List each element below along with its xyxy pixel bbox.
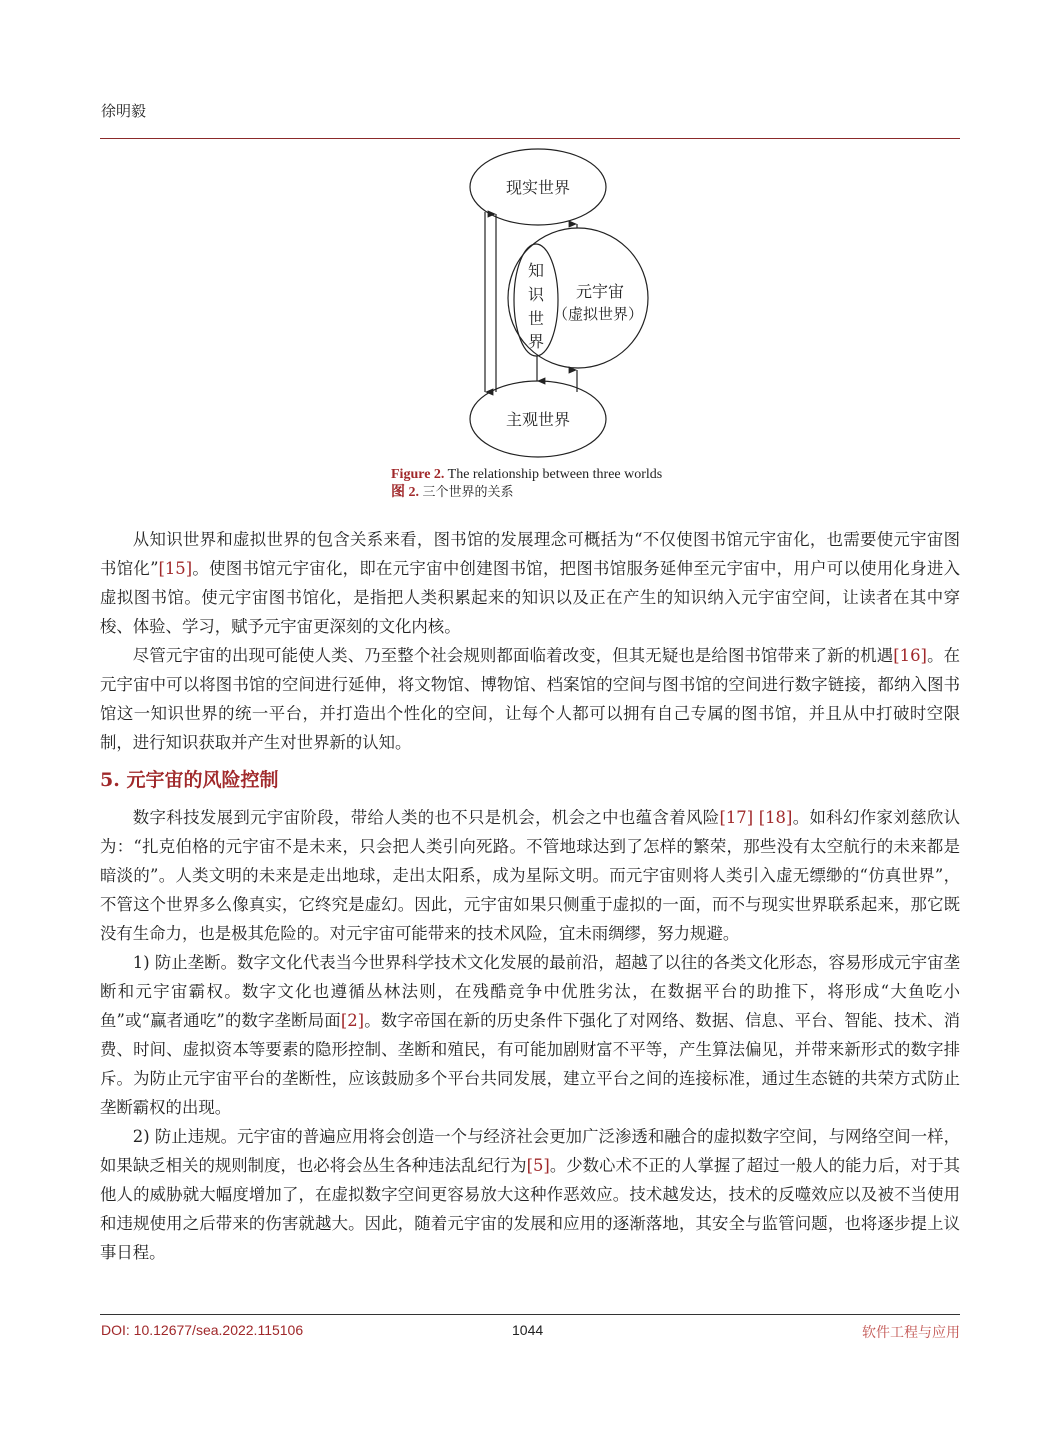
figure-caption (391, 466, 662, 502)
body-section-2 (100, 803, 960, 1267)
citation-link[interactable]: [2] (340, 1011, 365, 1030)
running-header-author: 徐明毅 (101, 102, 147, 120)
citation-link[interactable]: [16] (893, 646, 927, 665)
paragraph: 数字科技发展到元宇宙阶段，带给人类的也不只是机会，机会之中也蕴含着风险[17] [18]。如科幻作家刘慈欣认为：“扎克伯格的元宇宙不是未来，只会把人类引向死路。不管地球达到了怎样的繁荣，那些没有太空航行的未来都是暗淡的”。人类文明的未来是走出地球，走出太阳系，成为星际文明。而元宇宙则将人类引入虚无缥缈的“仿真世界”，不管这个世界多么像真实，它终究是虚幻。因此，元宇宙如果只侧重于虚拟的一面，而不与现实世界联系起来，那它既没有生命力，也是极其危险的。对元宇宙可能带来的技术风险，宜未雨绸缪，努力规避。 (100, 808, 960, 943)
paragraph: 1) 防止垄断。数字文化代表当今世界科学技术文化发展的最前沿，超越了以往的各类文化形态，容易形成元宇宙垄断和元宇宙霸权。数字文化也遵循丛林法则，在残酷竞争中优胜劣汰，在数据平台的助推下，将形成“大鱼吃小鱼”或“赢者通吃”的数字垄断局面[2]。数字帝国在新的历史条件下强化了对网络、数据、信息、平台、智能、技术、消费、时间、虚拟资本等要素的隐形控制、垄断和殖民，有可能加剧财富不平等，产生算法偏见，并带来新形式的数字排斥。为防止元宇宙平台的垄断性，应该鼓励多个平台共同发展，建立平台之间的连接标准，通过生态链的共荣方式防止垄断霸权的出现。 (100, 953, 961, 1117)
caption-zh: 三个世界的关系 (422, 485, 514, 500)
caption-en: The relationship between three worlds (447, 467, 663, 482)
paragraph: 2) 防止违规。元宇宙的普遍应用将会创造一个与经济社会更加广泛渗透和融合的虚拟数字空间，与网络空间一样，如果缺乏相关的规则制度，也必将会丛生各种违法乱纪行为[5]。少数心术不正的人掌握了超过一般人的能力后，对于其他人的威胁就大幅度增加了，在虚拟数字空间更容易放大这种作恶效应。技术越发达，技术的反噬效应以及被不当使用和违规使用之后带来的伤害就越大。因此，随着元宇宙的发展和应用的逐渐落地，其安全与监管问题，也将逐步提上议事日程。 (100, 1127, 960, 1262)
real-world-label: 现实世界 (505, 178, 571, 197)
knowledge-label-4: 界 (527, 332, 545, 351)
footer-journal: 软件工程与应用 (862, 1325, 960, 1341)
subjective-world-label: 主观世界 (505, 410, 571, 429)
caption-en-label: Figure 2. (391, 467, 445, 482)
metaverse-label: 元宇宙 (575, 282, 625, 301)
header-rule (100, 138, 960, 139)
paragraph: 从知识世界和虚拟世界的包含关系来看，图书馆的发展理念可概括为“不仅使图书馆元宇宙化，也需要使元宇宙图书馆化”[15]。使图书馆元宇宙化，即在元宇宙中创建图书馆，把图书馆服务延伸至元宇宙中，用户可以使用化身进入虚拟图书馆。使元宇宙图书馆化，是指把人类积累起来的知识以及正在产生的知识纳入元宇宙空间，让读者在其中穿梭、体验、学习，赋予元宇宙更深刻的文化内核。 (100, 530, 960, 636)
citation-link[interactable]: [15] (158, 559, 193, 578)
body-section-1 (100, 525, 960, 757)
three-worlds-diagram (466, 148, 652, 464)
knowledge-label-3: 世 (527, 309, 545, 328)
footer-page-number: 1044 (512, 1322, 544, 1338)
knowledge-label-1: 知 (527, 261, 545, 280)
citation-link[interactable]: [5] (526, 1156, 550, 1175)
virtual-world-label: （虚拟世界） (552, 305, 644, 323)
caption-zh-label: 图 2. (391, 485, 419, 500)
citation-link[interactable]: [17] [18] (719, 808, 793, 827)
paragraph: 尽管元宇宙的出现可能使人类、乃至整个社会规则都面临着改变，但其无疑也是给图书馆带来了新的机遇[16]。在元宇宙中可以将图书馆的空间进行延伸，将文物馆、博物馆、档案馆的空间与图书馆的空间进行数字链接，都纳入图书馆这一知识世界的统一平台，并打造出个性化的空间，让每个人都可以拥有自己专属的图书馆，并且从中打破时空限制，进行知识获取并产生对世界新的认知。 (100, 646, 961, 752)
section-heading: 5. 元宇宙的风险控制 (100, 769, 279, 791)
footer-doi[interactable]: DOI: 10.12677/sea.2022.115106 (101, 1322, 304, 1338)
knowledge-label-2: 识 (527, 285, 545, 304)
footer-rule (100, 1314, 960, 1315)
